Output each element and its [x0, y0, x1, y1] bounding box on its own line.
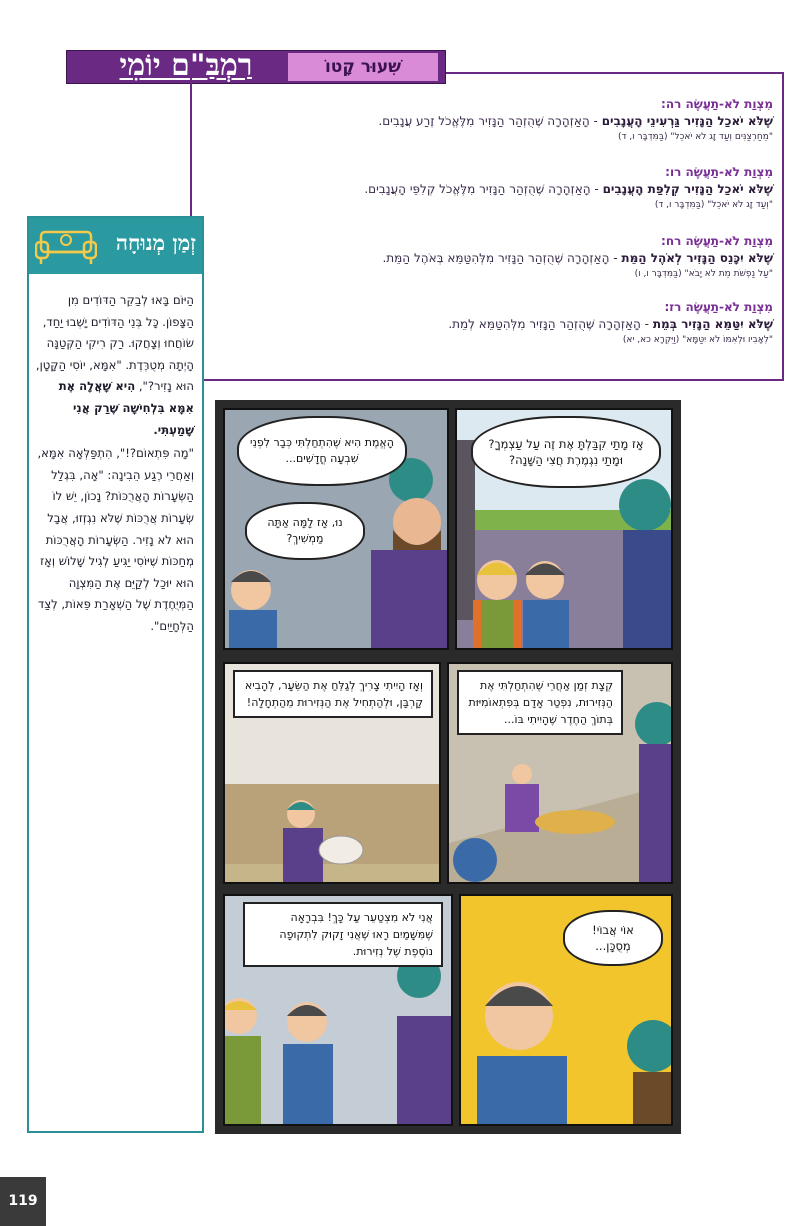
sidebar-header: [29, 218, 202, 274]
mitzva-body: - הָאַזְהָרָה שֶׁהֻזְהַר הַנָּזִיר מִלְּהִטַּמֵּא לְמֵת.: [448, 317, 653, 331]
story-paragraph: [34, 443, 194, 637]
mitzva-item: [213, 233, 773, 282]
comic-panel-2: [223, 408, 449, 650]
mitzva-bold: שֶׁלֹּא יֹאכַל הַנָּזִיר גַּרְעִינֵי הָעֲנָבִים: [601, 114, 773, 128]
mitzva-body: - הָאַזְהָרָה שֶׁהֻזְהַר הַנָּזִיר מִלֶּאֱכֹל קְלִפֵּי הָעֲנָבִים.: [364, 182, 603, 196]
mitzva-body: - הָאַזְהָרָה שֶׁהֻזְהַר הַנָּזִיר מִלֶּאֱכֹל זֶרַע עֲנָבִים.: [378, 114, 602, 128]
mitzva-text: [213, 113, 773, 130]
mitzva-item: [213, 299, 773, 348]
story-text: "מָה פִּתְאוֹם?!", הִתְפַּלְּאָה אִמָּא, וְאַחֲרֵי רֶגַע הֵבִינָה: "אָה, בִּגְלַל הַשְּׂעָרוֹת הָאֲרֻכּוֹת? נָכוֹן, יֵשׁ לוֹ שְׂעָרוֹת אֲרֻכּוֹת שֶׁלֹּא נִגְזְזוּ, אֲבָל הוּא לֹא נָזִיר. הַשְּׂעָרוֹת הָאֲרֻכּוֹת מְחַכּוֹת שֶׁיּוֹסִי יַגִּיעַ לְגִיל שָׁלוֹשׁ וְאָז הוּא יוּכַל לְקַיֵּם אֶת הַמִּצְוָה הַמְּיֻחֶדֶת שֶׁל הַשְׁאָרַת פֵּאוֹת, לְצַד הַלְּחָיַיִם".: [37, 446, 194, 633]
couch-icon: [35, 228, 97, 266]
mitzva-text: [213, 316, 773, 333]
story-text: הַיּוֹם בָּאוּ לְבַקֵּר הַדּוֹדִים מִן הַצָּפוֹן. כָּל בְּנֵי הַדּוֹדִים יָשְׁבוּ יַחַד, שׂוֹחֲחוּ וְצָחֲקוּ. רַק רִיקִי הַקְּטַנָּה הָיְתָה מְטֻרֶּדֶת. "אִמָּא, יוֹסִי הַקָּטָן, הוּא נָזִיר?",: [35, 293, 194, 394]
mitzva-title: מִצְוַת לֹא-תַעֲשֶׂה רו:: [665, 165, 773, 179]
comic-panel-1: [455, 408, 673, 650]
mitzva-title: מִצְוַת לֹא-תַעֲשֶׂה רז:: [664, 300, 773, 314]
comic-panel-4: [223, 662, 441, 884]
speech-bubble: הָאֱמֶת הִיא שֶׁהִתְחַלְתִּי כְּבָר לִפְנֵי שִׁבְעָה חֳדָשִׁים...: [237, 416, 407, 486]
mitzva-title: מִצְוַת לֹא-תַעֲשֶׂה רח:: [661, 234, 773, 248]
speech-bubble: אוֹי אֲבוֹי! מְסֻכָּן...: [563, 910, 663, 966]
story-sidebar: [27, 216, 204, 1133]
comic-panel-5: [459, 894, 673, 1126]
narration-caption: קְצָת זְמַן אַחֲרֵי שֶׁהִתְחַלְתִּי אֶת הַנְּזִירוּת, נִפְטַר אָדָם בְּפִתְאוֹמִיּוּת בְּתוֹךְ הַחֶדֶר שֶׁהָיִיתִי בּוֹ...: [457, 670, 623, 735]
mitzvot-box-top-border: [446, 72, 784, 74]
narration-caption: אֲנִי לֹא מִצְטַעֵר עַל כָּךְ! בִּבְרָאָה שֶׁמִּשָּׁמַיִם רָאוּ שֶׁאֲנִי זָקוּק לִתְקוּפָה נוֹסֶפֶת שֶׁל נְזִירוּת.: [243, 902, 443, 967]
mitzva-source: "עַל נַפְשֹׁת מֵת לֹא יָבֹא" (בַּמִּדְבָּר ו, ו): [634, 269, 773, 279]
narration-caption: וְאָז הָיִיתִי צָרִיךְ לְגַלֵּחַ אֶת הַשֵּׂעָר, לְהָבִיא קָרְבָּן, וּלְהַתְחִיל אֶת הַנְּזִירוּת מֵהַתְחָלָה!: [233, 670, 433, 718]
mitzva-source: "וְעַד זָג לֹא יֹאכֵל" (בַּמִּדְבָּר ו, ד): [654, 200, 773, 210]
mitzva-bold: שֶׁלֹּא יֹאכַל הַנָּזִיר קְלִפַּת הָעֲנָבִים: [602, 182, 773, 196]
lesson-type-label: שִׁעוּר קָטוֹ: [288, 53, 438, 81]
mitzva-title: מִצְוַת לֹא-תַעֲשֶׂה רה:: [661, 97, 773, 111]
sidebar-title: זְמַן מְנוּחָה: [115, 230, 196, 255]
page-title: רַמְבַּ"ם יוֹמִי: [119, 48, 253, 83]
sidebar-story: [34, 290, 194, 640]
mitzva-bold: שֶׁלֹּא יִכָּנֵס הַנָּזִיר לְאֹהֶל הַמֵּת: [621, 251, 773, 265]
story-paragraph: [34, 290, 194, 441]
comic-panel-3: [447, 662, 673, 884]
mitzva-item: [213, 164, 773, 213]
speech-bubble: נוּ, אָז לָמָּה אַתָּה מַמְשִׁיךְ?: [245, 502, 365, 560]
mitzva-source: "מֵחַרְצַנִּים וְעַד זָג לֹא יֹאכֵל" (בַּמִּדְבָּר ו, ד): [617, 132, 773, 142]
story-bold-text: הִיא שָׁאֲלָה אֶת אִמָּא בִּלְחִישָׁה שֶׁרַק אֲנִי שָׁמַעְתִּי.: [58, 379, 194, 437]
speech-bubble: אָז מָתַי קִבַּלְתָּ אֶת זֶה עַל עַצְמְךָ? וּמָתַי נִגְמֶרֶת חֲצִי הַשָּׁנָה?: [471, 416, 661, 488]
page-number: 119: [0, 1177, 46, 1226]
mitzva-body: - הָאַזְהָרָה שֶׁהֻזְהַר הַנָּזִיר מִלְּהִטַּמֵּא בְּאֹהֶל הַמֵּת.: [382, 251, 622, 265]
comic-panel-6: [223, 894, 453, 1126]
mitzva-text: [213, 250, 773, 267]
mitzva-text: [213, 181, 773, 198]
mitzva-item: [213, 96, 773, 145]
comic-strip: [215, 400, 681, 1134]
mitzva-source: "לְאָבִיו וּלְאִמּוֹ לֹא יִטַּמָּא" (וַיִּקְרָא כא, יא): [622, 335, 773, 345]
mitzva-bold: שֶׁלֹּא יִטַּמֵּא הַנָּזִיר בְּמֵת: [652, 317, 773, 331]
